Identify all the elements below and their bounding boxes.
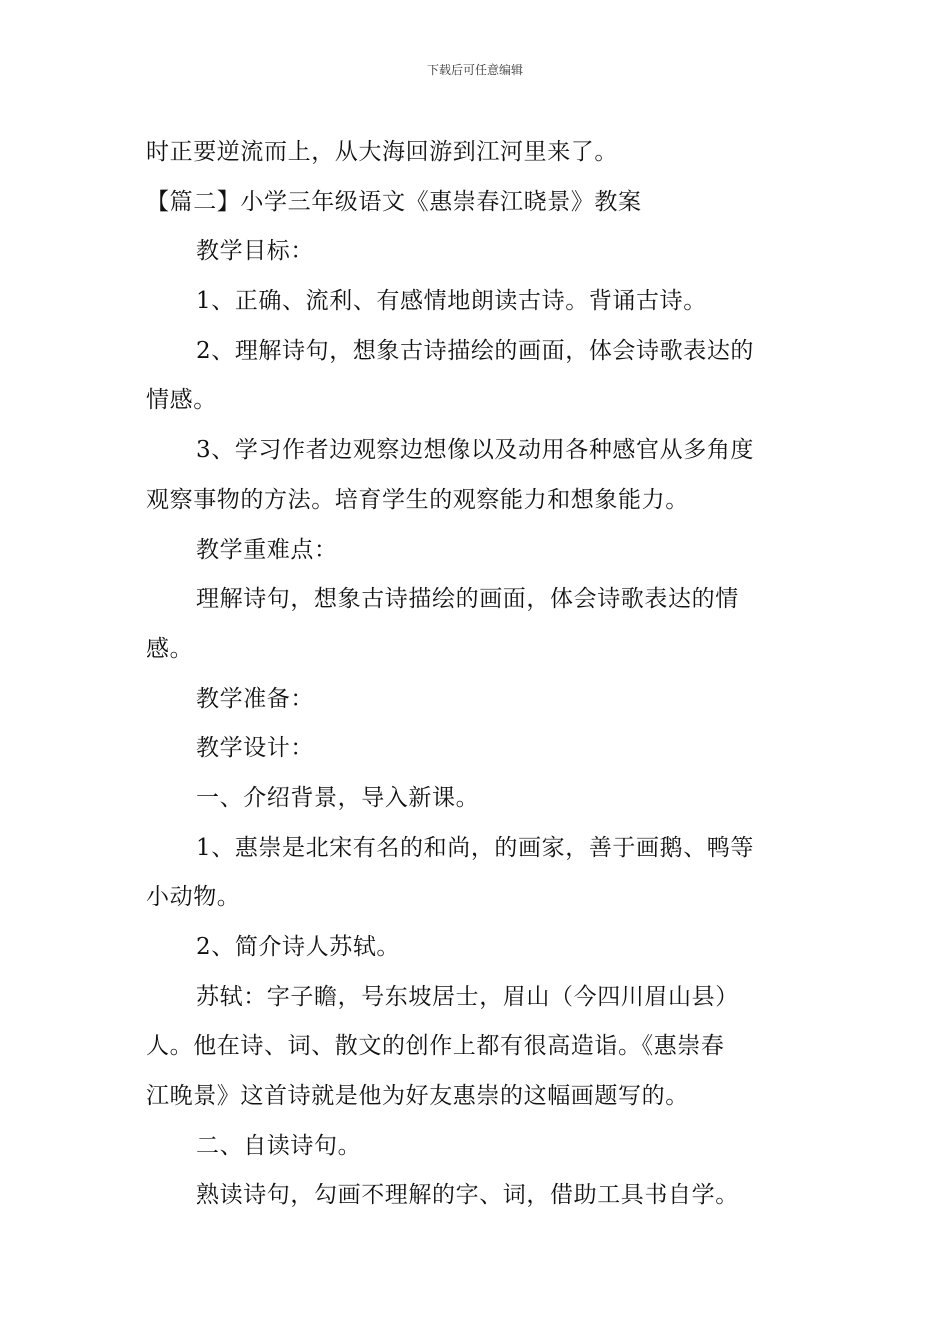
text-line: 1、惠崇是北宋有名的和尚，的画家，善于画鹅、鸭等 bbox=[196, 834, 755, 861]
text-line: 教学目标： bbox=[196, 238, 314, 265]
text-line: 2、理解诗句，想象古诗描绘的画面，体会诗歌表达的 bbox=[196, 337, 755, 364]
text-line: 教学准备： bbox=[196, 685, 314, 712]
text-line: 理解诗句，想象古诗描绘的画面，体会诗歌表达的情 bbox=[196, 586, 739, 613]
text-line: 感。 bbox=[146, 635, 194, 662]
text-line: 3、学习作者边观察边想像以及动用各种感官从多角度 bbox=[196, 437, 755, 464]
text-line: 教学重难点： bbox=[196, 536, 338, 563]
text-line: 二、自读诗句。 bbox=[196, 1132, 362, 1159]
text-line: 教学设计： bbox=[196, 735, 314, 762]
text-line: 一、介绍背景，导入新课。 bbox=[196, 784, 480, 811]
text-line: 观察事物的方法。培育学生的观察能力和想象能力。 bbox=[146, 486, 689, 513]
header-note: 下载后可任意编辑 bbox=[426, 63, 523, 77]
text-line: 情感。 bbox=[146, 387, 217, 414]
text-line: 2、简介诗人苏轼。 bbox=[196, 934, 401, 960]
document-body bbox=[146, 128, 810, 1221]
text-line: 苏轼：字子瞻，号东坡居士，眉山（今四川眉山县） bbox=[196, 983, 739, 1010]
text-line: 江晚景》这首诗就是他为好友惠崇的这幅画题写的。 bbox=[146, 1083, 689, 1110]
text-line: 1、正确、流利、有感情地朗读古诗。背诵古诗。 bbox=[196, 288, 707, 315]
text-line: 熟读诗句，勾画不理解的字、词，借助工具书自学。 bbox=[196, 1182, 739, 1209]
text-line: 小动物。 bbox=[146, 884, 241, 911]
text-line: 人。他在诗、词、散文的创作上都有很高造诣。《惠崇春 bbox=[146, 1033, 725, 1060]
text-line: 时正要逆流而上，从大海回游到江河里来了。 bbox=[146, 139, 618, 165]
section-heading: 【篇二】小学三年级语文《惠崇春江晓景》教案 bbox=[146, 188, 642, 215]
